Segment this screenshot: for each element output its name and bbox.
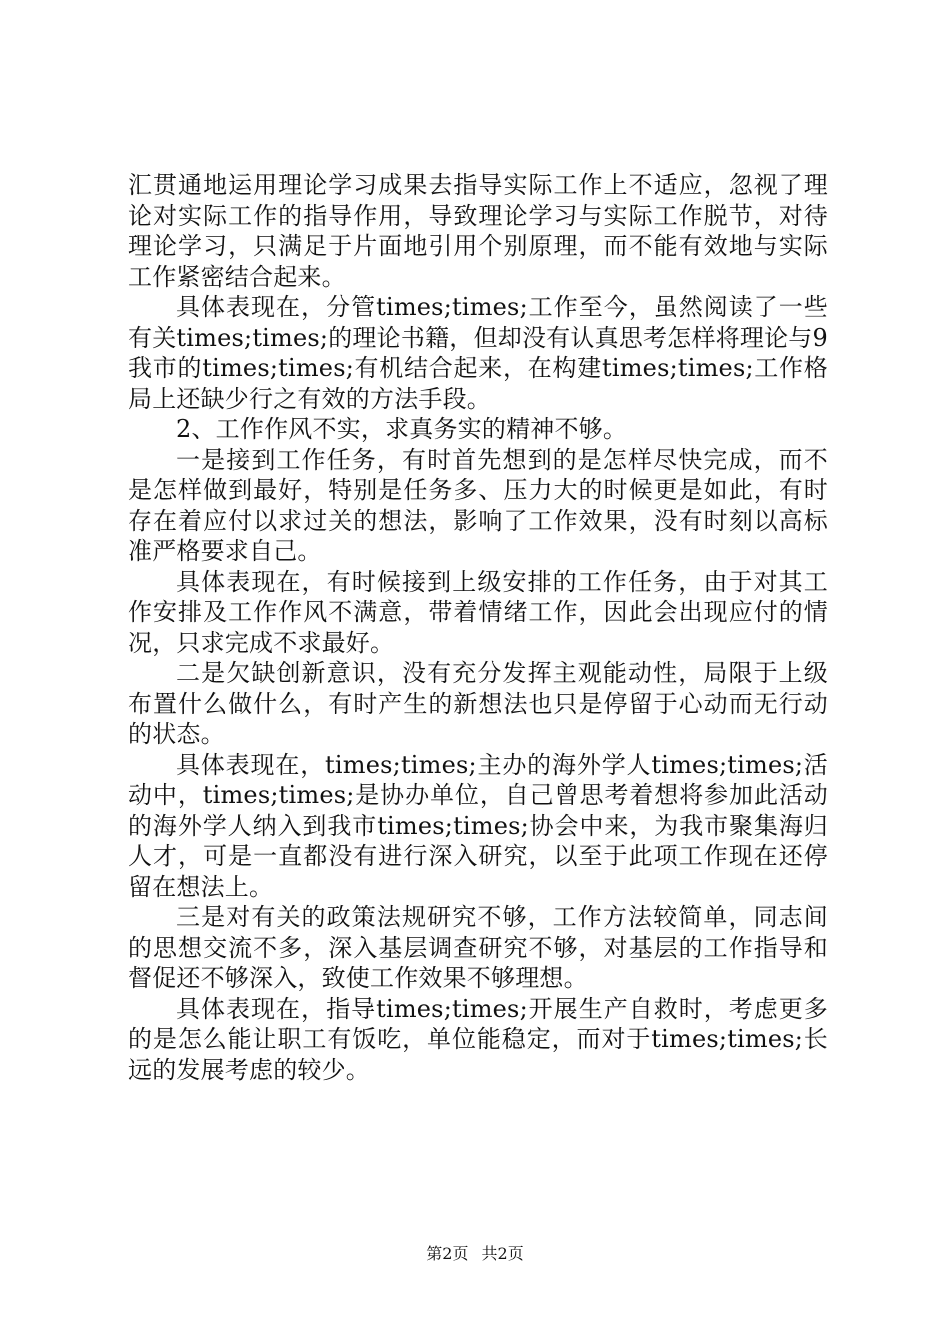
document-body bbox=[128, 170, 828, 1085]
page-footer bbox=[0, 1244, 950, 1264]
page-number: 第2页 bbox=[426, 1244, 469, 1263]
page-total: 共2页 bbox=[481, 1244, 524, 1263]
paragraph: 具体表现在，指导times;times;开展生产自救时，考虑更多的是怎么能让职工有饭吃，单位能稳定，而对于times;times;长远的发展考虑的较少。 bbox=[128, 994, 828, 1084]
section-heading: 2、工作作风不实，求真务实的精神不够。 bbox=[176, 415, 628, 443]
paragraph: 三是对有关的政策法规研究不够，工作方法较简单，同志间的思想交流不多，深入基层调查研究不够，对基层的工作指导和督促还不够深入，致使工作效果不够理想。 bbox=[128, 903, 828, 992]
paragraph: 具体表现在，有时候接到上级安排的工作任务，由于对其工作安排及工作作风不满意，带着情绪工作，因此会出现应付的情况，只求完成不求最好。 bbox=[128, 567, 828, 657]
paragraph: 具体表现在，分管times;times;工作至今，虽然阅读了一些有关times;times;的理论书籍，但却没有认真思考怎样将理论与9我市的times;times;有机结合起来，在构建times;times;工作格局上还缺少行之有效的方法手段。 bbox=[128, 293, 828, 413]
paragraph: 二是欠缺创新意识，没有充分发挥主观能动性，局限于上级布置什么做什么，有时产生的新想法也只是停留于心动而无行动的状态。 bbox=[128, 659, 828, 748]
paragraph: 汇贯通地运用理论学习成果去指导实际工作上不适应，忽视了理论对实际工作的指导作用，导致理论学习与实际工作脱节，对待理论学习，只满足于片面地引用个别原理，而不能有效地与实际工作紧密结合起来。 bbox=[128, 171, 828, 291]
paragraph: 一是接到工作任务，有时首先想到的是怎样尽快完成，而不是怎样做到最好，特别是任务多、压力大的时候更是如此，有时存在着应付以求过关的想法，影响了工作效果，没有时刻以高标准严格要求自己。 bbox=[128, 445, 828, 565]
paragraph: 具体表现在，times;times;主办的海外学人times;times;活动中，times;times;是协办单位，自己曾思考着想将参加此活动的海外学人纳入到我市times;times;协会中来，为我市聚集海归人才，可是一直都没有进行深入研究，以至于此项工作现在还停留在想法上。 bbox=[128, 750, 828, 901]
